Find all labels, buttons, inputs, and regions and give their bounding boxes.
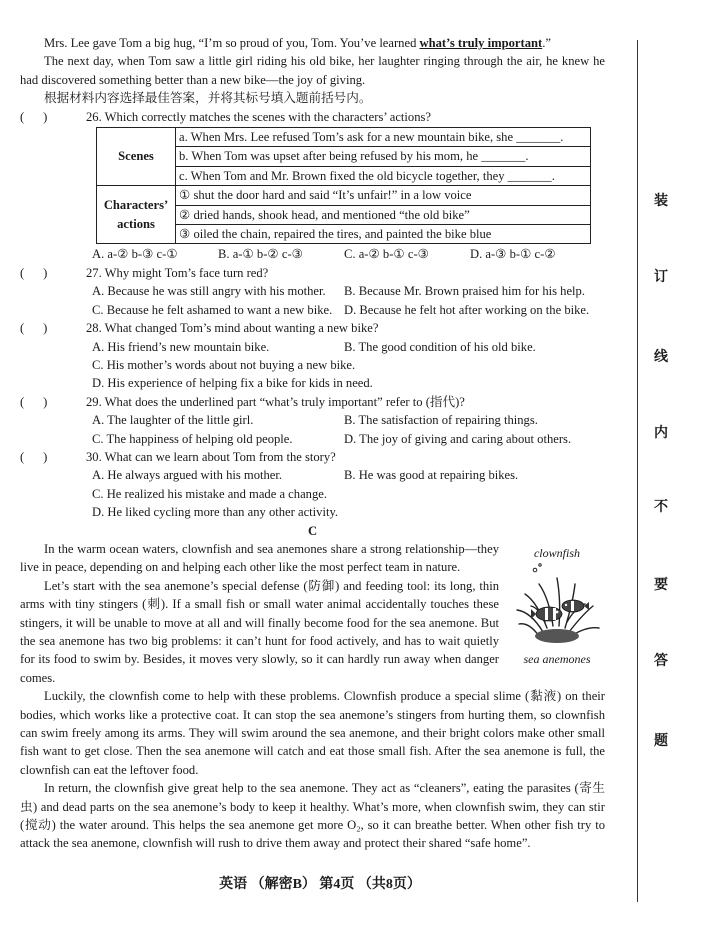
scene-c: c. When Tom and Mr. Brown fixed the old bicycle together, they _______.	[176, 166, 591, 185]
question-27	[20, 264, 605, 282]
answer-bracket[interactable]: ( )	[20, 321, 48, 336]
question-text: 29. What does the underlined part “what’s truly important” refer to (指代)?	[86, 394, 465, 409]
option-b[interactable]: B. a-① b-② c-③	[218, 247, 303, 262]
q30-options	[20, 466, 605, 521]
question-30	[20, 448, 605, 466]
question-text: 30. What can we learn about Tom from the story?	[86, 449, 336, 464]
question-28	[20, 319, 605, 337]
q28-options	[20, 338, 605, 393]
binding-line	[637, 40, 638, 902]
question-text: 28. What changed Tom’s mind about wanting a new bike?	[86, 321, 379, 336]
section-c-paragraph-4: In return, the clownfish give great help to the sea anemone. They act as “cleaners”, eating the parasites (寄生虫) and dead parts on the sea anemone’s body to keep it healthy. What’s more, when clownfish swim, they can stir (搅动) the water around. This helps the sea anemone get more O₂, so it can breathe better. When other fish try to attack the sea anemone, clownfish will rush to drive them away and protect their shared “safe home”.	[20, 781, 605, 851]
binding-char: 要	[654, 577, 668, 593]
action-2: ② dried hands, shook head, and mentioned “the old bike”	[176, 205, 591, 224]
question-26	[20, 108, 605, 126]
page-footer: 英语 （解密B） 第4页 （共8页）	[219, 877, 421, 892]
clownfish-anemone-illustration	[509, 562, 605, 644]
binding-char: 线	[654, 349, 668, 365]
option-d[interactable]: D. The joy of giving and caring about others.	[344, 431, 572, 446]
option-a[interactable]: A. Because he was still angry with his mother.	[92, 284, 326, 299]
option-a[interactable]: A. The laughter of the little girl.	[92, 413, 254, 428]
option-c[interactable]: C. His mother’s words about not buying a new bike.	[92, 357, 356, 372]
q29-options	[20, 411, 605, 448]
q27-options	[20, 282, 605, 319]
q26-options	[20, 245, 605, 263]
section-c-paragraph-3: Luckily, the clownfish come to help with these problems. Clownfish produce a special slime (黏液) on their bodies, which works like a protective coat. It can stop the sea anemone’s stingers from hurting them, so clownfish can swim freely among its arms. They will swim around the sea anemone, and their bright colors make other small fish want to get close. Then the sea anemone will catch and eat those small fish. After the sea anemone is full, the clownfish can eat the leftover food.	[20, 689, 605, 777]
option-d[interactable]: D. a-③ b-① c-②	[470, 247, 556, 262]
option-d[interactable]: D. He liked cycling more than any other activity.	[92, 505, 339, 520]
option-a[interactable]: A. His friend’s new mountain bike.	[92, 339, 270, 354]
actions-header: Characters’ actions	[97, 186, 176, 244]
action-3: ③ oiled the chain, repaired the tires, and painted the bike blue	[176, 225, 591, 244]
question-text: 26. Which correctly matches the scenes with the characters’ actions?	[86, 109, 432, 124]
passage-b-paragraph-1: Mrs. Lee gave Tom a big hug, “I’m so proud of you, Tom. You’ve learned what’s truly important.”	[44, 36, 551, 50]
option-a[interactable]: A. He always argued with his mother.	[92, 468, 283, 483]
scene-a: a. When Mrs. Lee refused Tom’s ask for a new mountain bike, she _______.	[176, 128, 591, 147]
option-a[interactable]: A. a-② b-③ c-①	[92, 247, 178, 262]
option-b[interactable]: B. He was good at repairing bikes.	[344, 468, 519, 483]
section-c-paragraph-2: Let’s start with the sea anemone’s special defense (防御) and feeding tool: its long, thin arms with tiny stingers (刺). If a small fish or small water animal accidentally touches these stingers, it will be unable to move at all and will finally become food for the sea anemone. But the sea anemone has two big problems: it can’t hunt for food actively, and has to wait quietly for its food to swim by. Besides, it moves very slowly, so it can hardly run away when danger comes.	[20, 578, 499, 685]
figure-label-clownfish: clownfish	[533, 545, 580, 560]
section-c-title: C	[307, 523, 318, 538]
scene-b: b. When Tom was upset after being refused by his mom, he _______.	[176, 147, 591, 166]
option-b[interactable]: B. The good condition of his old bike.	[344, 339, 536, 354]
matching-table	[96, 127, 591, 244]
binding-char: 不	[654, 499, 668, 515]
underlined-phrase: what’s truly important	[419, 36, 543, 50]
figure-label-anemone: sea anemones	[523, 651, 591, 666]
action-1: ① shut the door hard and said “It’s unfair!” in a low voice	[176, 186, 591, 205]
page-content	[20, 34, 605, 853]
answer-bracket[interactable]: ( )	[20, 109, 48, 124]
question-text: 27. Why might Tom’s face turn red?	[86, 265, 269, 280]
answer-bracket[interactable]: ( )	[20, 449, 48, 464]
binding-char: 答	[654, 653, 668, 669]
option-c[interactable]: C. a-② b-① c-③	[344, 247, 429, 262]
answer-bracket[interactable]: ( )	[20, 394, 48, 409]
option-b[interactable]: B. Because Mr. Brown praised him for his help.	[344, 284, 585, 299]
option-b[interactable]: B. The satisfaction of repairing things.	[344, 413, 538, 428]
question-29	[20, 393, 605, 411]
binding-char: 装	[654, 193, 668, 209]
option-c[interactable]: C. The happiness of helping old people.	[92, 431, 293, 446]
binding-char: 题	[654, 733, 668, 749]
option-d[interactable]: D. His experience of helping fix a bike for kids in need.	[92, 376, 373, 391]
scenes-header: Scenes	[97, 128, 176, 186]
binding-char: 订	[654, 269, 668, 285]
section-c-paragraph-1: In the warm ocean waters, clownfish and sea anemones share a strong relationship—they live in peace, depending on and helping each other like the most perfect team in nature.	[20, 541, 499, 575]
option-c[interactable]: C. He realized his mistake and made a change.	[92, 486, 327, 501]
answer-bracket[interactable]: ( )	[20, 265, 48, 280]
passage-b-paragraph-2: The next day, when Tom saw a little girl riding his old bike, her laughter ringing through the air, he knew he had discovered something better than a new bike—the joy of giving.	[20, 54, 605, 87]
option-d[interactable]: D. Because he felt hot after working on the bike.	[344, 302, 590, 317]
option-c[interactable]: C. Because he felt ashamed to want a new bike.	[92, 302, 333, 317]
clownfish-anemone-figure	[509, 544, 605, 666]
instruction: 根据材料内容选择最佳答案，并将其标号填入题前括号内。	[44, 91, 372, 106]
binding-char: 内	[654, 425, 668, 441]
